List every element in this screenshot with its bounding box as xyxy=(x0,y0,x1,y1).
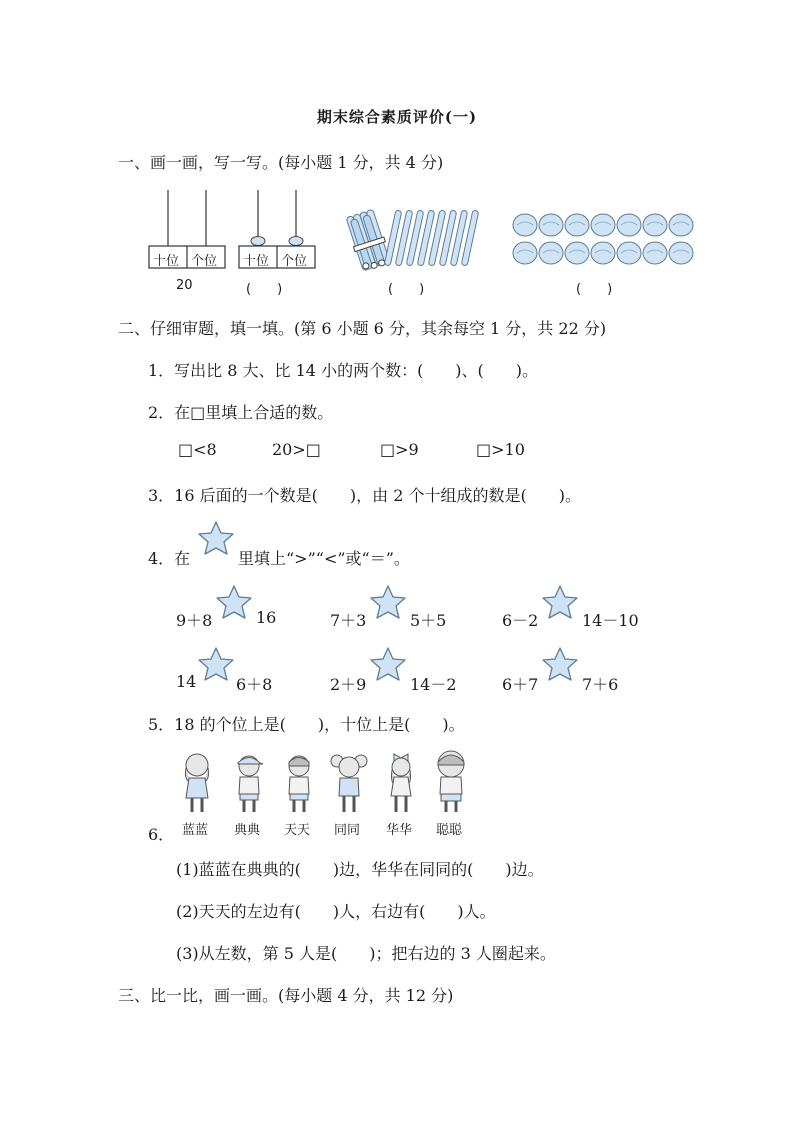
q4-r1c1-right: 16 xyxy=(256,608,277,627)
question-5: 5．18 的个位上是( )，十位上是( )。 xyxy=(148,715,465,734)
q4-r2c2-left: 2＋9 xyxy=(330,675,367,694)
q4-r1c3-right: 14－10 xyxy=(582,611,639,630)
question-6-sub-2: (2)天天的左边有( )人，右边有( )人。 xyxy=(176,902,496,921)
section-1-heading: 一、画一画，写一写。(每小题 1 分，共 4 分) xyxy=(118,153,444,172)
child-figure-icon xyxy=(330,752,368,816)
star-icon xyxy=(368,584,408,622)
child-figure-icon xyxy=(432,748,470,816)
q4-r2c3-left: 6＋7 xyxy=(502,675,539,694)
question-1: 1．写出比 8 大、比 14 小的两个数：( )、( )。 xyxy=(148,361,539,380)
sticks-icon xyxy=(344,208,474,270)
abacus-2-ones-label: 个位 xyxy=(281,254,308,269)
question-4-suffix: 里填上“>”“<”或“＝”。 xyxy=(238,549,410,568)
child-name-2: 典典 xyxy=(234,823,261,838)
child-name-5: 华华 xyxy=(386,823,413,838)
abacus-bead xyxy=(251,237,265,246)
q2-item-2: 20>□ xyxy=(272,440,321,459)
star-icon xyxy=(196,520,236,558)
star-icon xyxy=(540,646,580,684)
question-6-sub-3: (3)从左数，第 5 人是( )；把右边的 3 人圈起来。 xyxy=(176,944,556,963)
q4-r1c1-left: 9＋8 xyxy=(176,611,213,630)
q4-r1c2-right: 5＋5 xyxy=(410,611,447,630)
abacus-1-ones-label: 个位 xyxy=(191,254,218,269)
q4-r1c3-left: 6－2 xyxy=(502,611,539,630)
abacus-2-tens-label: 十位 xyxy=(243,254,270,269)
sticks-answer-blank: ( ) xyxy=(388,282,425,297)
balls-icon xyxy=(512,210,698,270)
abacus-2-answer-blank: ( ) xyxy=(246,282,283,297)
balls-answer-blank: ( ) xyxy=(576,282,613,297)
star-icon xyxy=(540,584,580,622)
abacus-bead xyxy=(289,237,303,246)
section-3-heading: 三、比一比，画一画。(每小题 4 分，共 12 分) xyxy=(118,986,454,1005)
q2-item-4: □>10 xyxy=(476,440,525,459)
q4-r2c2-right: 14－2 xyxy=(410,675,457,694)
star-icon xyxy=(368,646,408,684)
child-name-6: 聪聪 xyxy=(436,823,463,838)
page-title: 期末综合素质评价(一) xyxy=(316,108,478,126)
q4-r1c2-left: 7＋3 xyxy=(330,611,367,630)
question-2: 2．在□里填上合适的数。 xyxy=(148,403,334,422)
q4-r2c3-right: 7＋6 xyxy=(582,675,619,694)
child-figure-icon xyxy=(384,750,418,816)
q4-r2c1-right: 6＋8 xyxy=(236,675,273,694)
question-6-sub-1: (1)蓝蓝在典典的( )边，华华在同同的( )边。 xyxy=(176,860,544,879)
q2-item-1: □<8 xyxy=(178,440,217,459)
section-2-heading: 二、仔细审题，填一填。(第 6 小题 6 分，其余每空 1 分，共 22 分) xyxy=(118,319,607,338)
question-4-prefix: 4．在 xyxy=(148,549,191,568)
child-figure-icon xyxy=(232,752,266,816)
child-name-1: 蓝蓝 xyxy=(182,823,209,838)
child-name-4: 同同 xyxy=(334,823,361,838)
abacus-1-answer: 20 xyxy=(176,278,193,293)
question-3: 3．16 后面的一个数是( )，由 2 个十组成的数是( )。 xyxy=(148,486,581,505)
q4-r2c1-left: 14 xyxy=(176,672,197,691)
child-figure-icon xyxy=(180,752,214,816)
q2-item-3: □>9 xyxy=(380,440,419,459)
abacus-1-tens-label: 十位 xyxy=(153,254,180,269)
child-figure-icon xyxy=(282,752,316,816)
child-name-3: 天天 xyxy=(284,823,311,838)
question-6-number: 6． xyxy=(148,825,175,844)
star-icon xyxy=(196,646,236,684)
star-icon xyxy=(214,584,254,622)
